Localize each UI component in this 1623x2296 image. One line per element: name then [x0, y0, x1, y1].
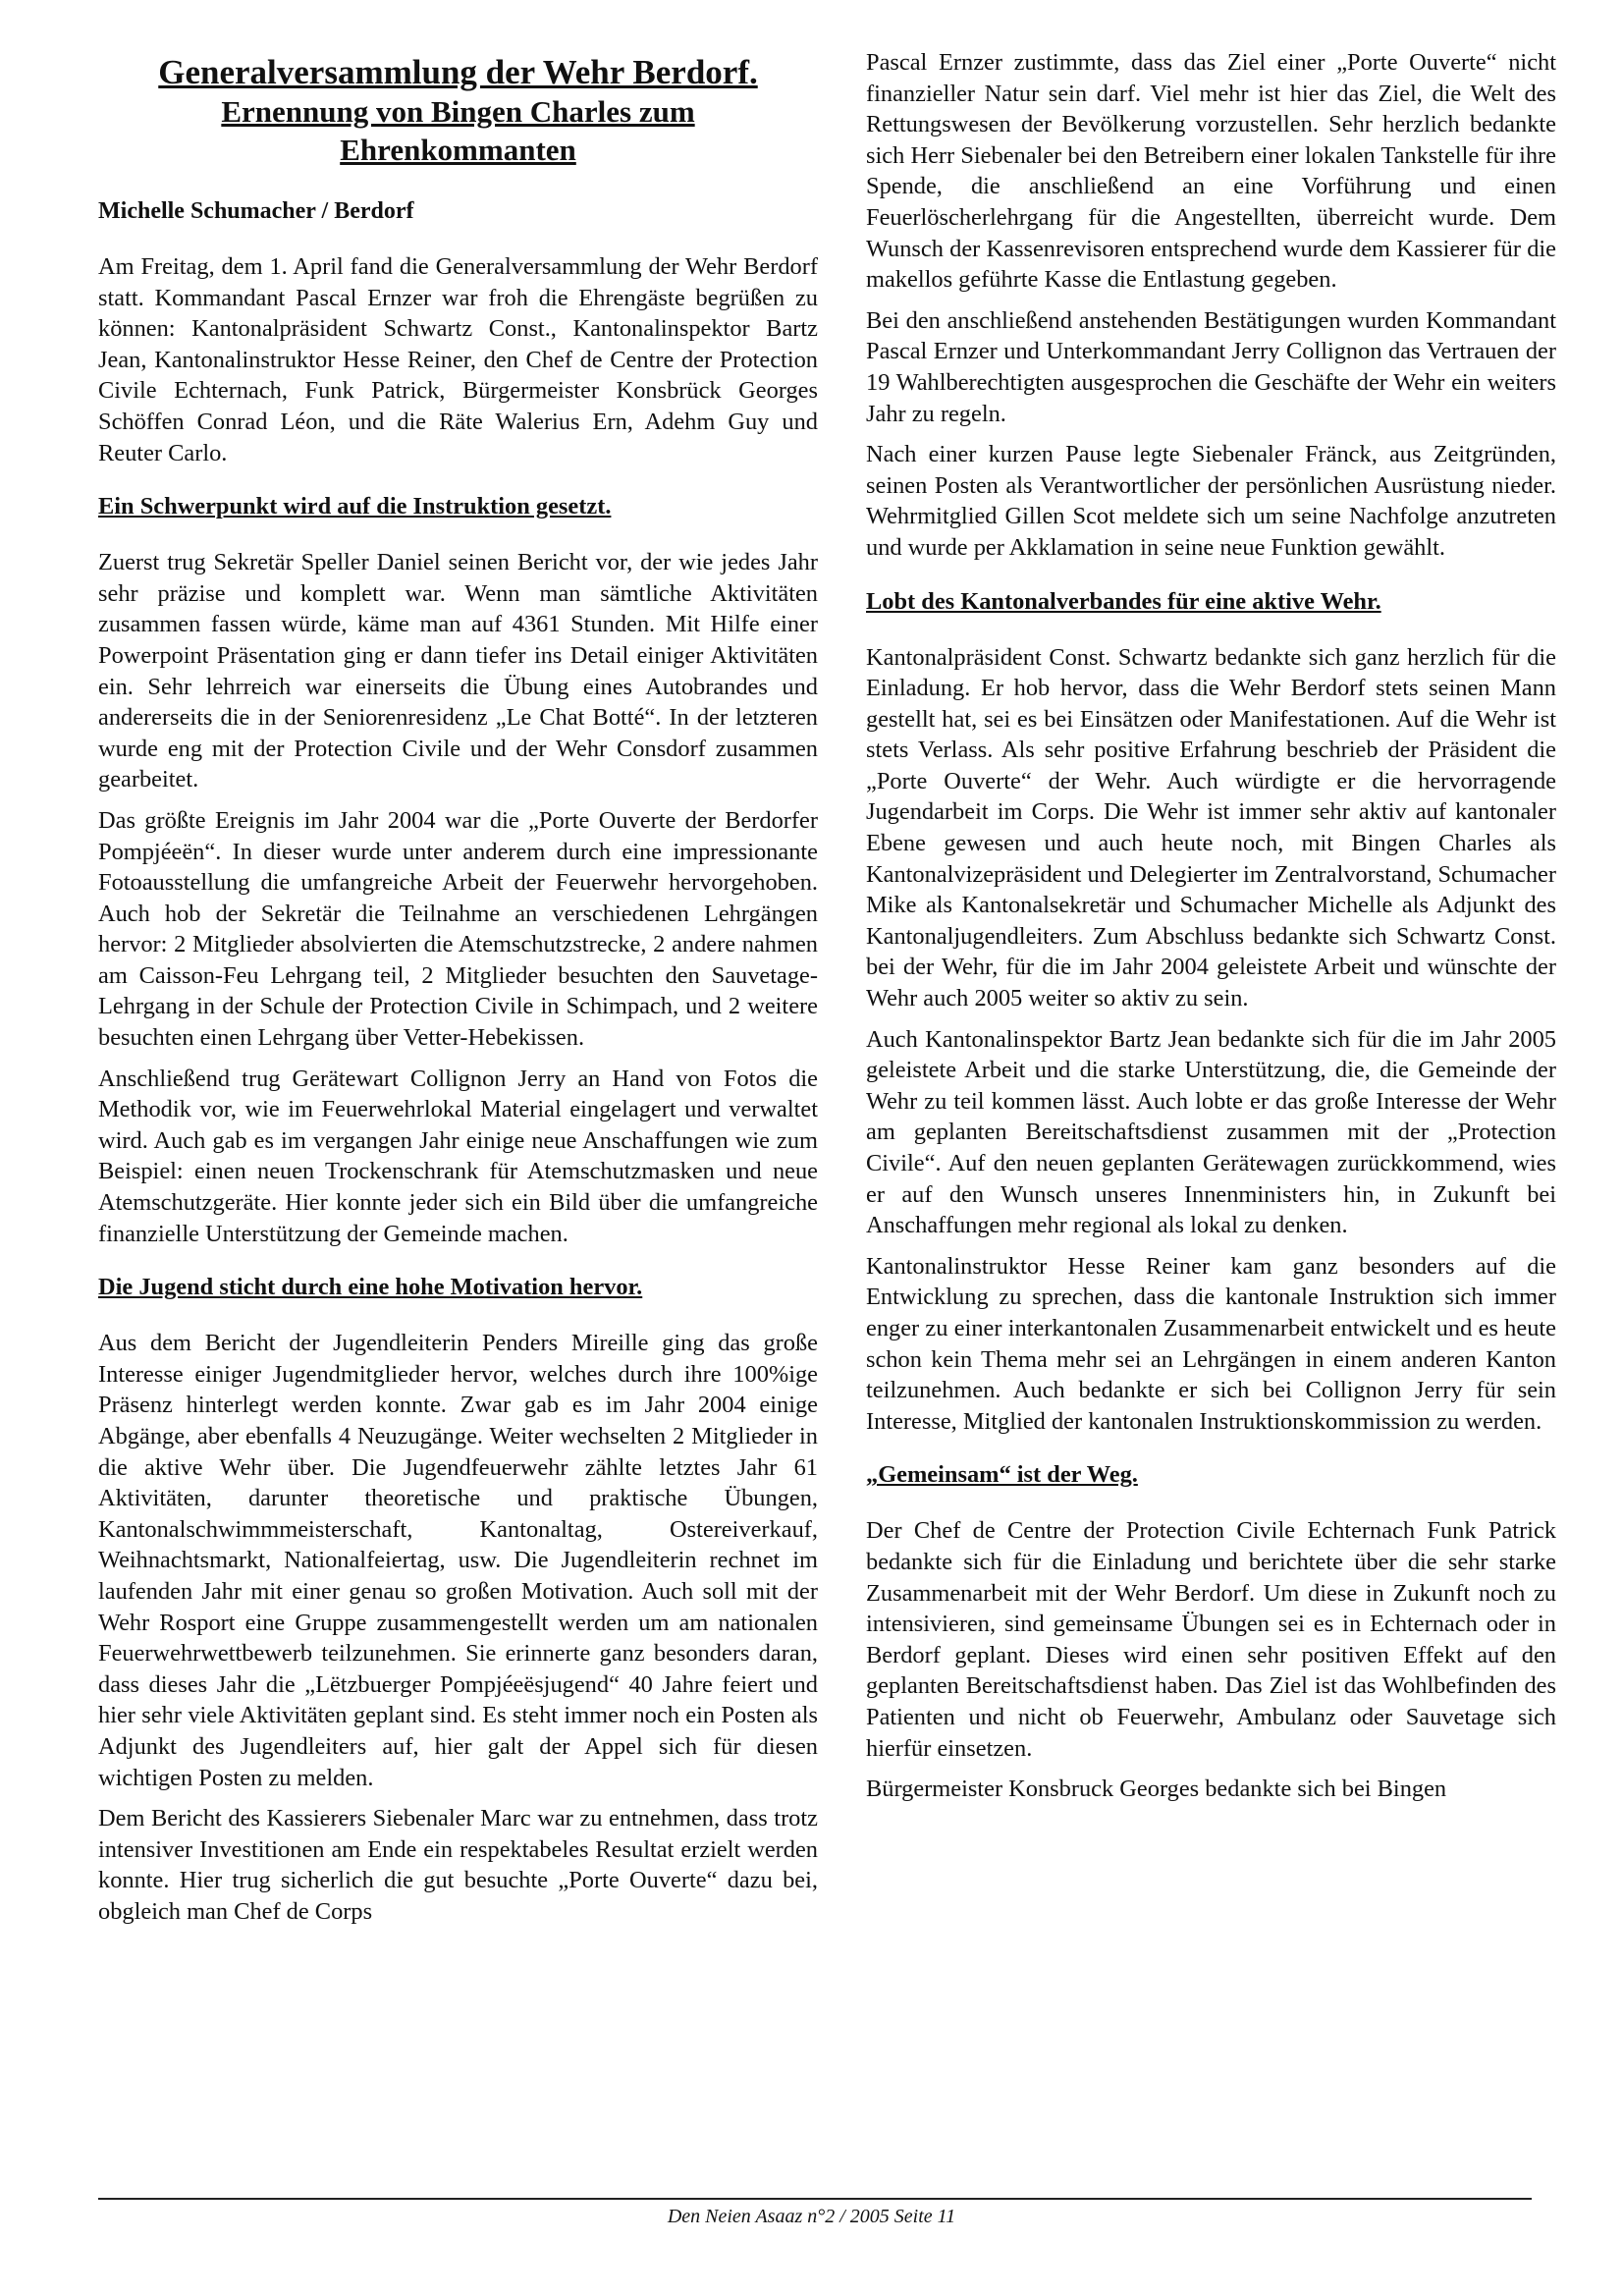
article-subtitle-line-2: Ehrenkommanten	[340, 133, 576, 167]
left-column	[98, 47, 818, 1928]
paragraph: Der Chef de Centre der Protection Civile Echternach Funk Patrick bedankte sich für die Einladung und berichtete über die sehr starke Zusammenarbeit mit der Wehr Berdorf. Um diese in Zukunft noch zu intensivieren, sind gemeinsame Übungen sei es in Echternach oder in Berdorf geplant. Dieses wird einen sehr positiven Effekt auf den geplanten Bereitschaftsdienst haben. Das Ziel ist das Wohlbefinden des Patienten und nicht ob Feuerwehr, Ambulanz oder Sauvetage sich hierfür einsetzen.	[866, 1517, 1556, 1762]
page-footer: Den Neien Asaaz n°2 / 2005 Seite 11	[667, 2206, 956, 2227]
article-subtitle-line-1: Ernennung von Bingen Charles zum	[221, 94, 695, 129]
paragraph: Am Freitag, dem 1. April fand die Generalversammlung der Wehr Berdorf statt. Kommandant Pascal Ernzer war froh die Ehrengäste begrüßen zu können: Kantonalpräsident Schwartz Const., Kantonalinspektor Bartz Jean, Kantonalinstruktor Hesse Reiner, den Chef de Centre der Protection Civile Echternach, Funk Patrick, Bürgermeister Konsbrück Georges Schöffen Conrad Léon, und die Räte Walerius Ern, Adehm Guy und Reuter Carlo.	[98, 253, 818, 466]
paragraph: Bei den anschließend anstehenden Bestätigungen wurden Kommandant Pascal Ernzer und Unterkommandant Jerry Collignon das Vertrauen der 19 Wahlberechtigten ausgesprochen die Geschäfte der Wehr ein weiters Jahr zu regeln.	[866, 306, 1556, 427]
paragraph: Anschließend trug Gerätewart Collignon Jerry an Hand von Fotos die Methodik vor, wie im Feuerwehrlokal Material eingelagert und verwaltet wird. Auch gab es im vergangen Jahr einige neue Anschaffungen wie zum Beispiel: einen neuen Trockenschrank für Atemschutzmasken und neue Atemschutzgeräte. Hier konnte jeder sich ein Bild über die umfangreiche finanzielle Unterstützung der Gemeinde machen.	[98, 1065, 818, 1247]
section-heading: Die Jugend sticht durch eine hohe Motivation hervor.	[98, 1274, 643, 1301]
paragraph: Dem Bericht des Kassierers Siebenaler Marc war zu entnehmen, dass trotz intensiver Investitionen am Ende ein respektabeles Resultat erzielt werden konnte. Hier trug sicherlich die gut besuchte „Porte Ouverte“ dazu bei, obgleich man Chef de Corps	[98, 1805, 818, 1925]
paragraph: Kantonalpräsident Const. Schwartz bedankte sich ganz herzlich für die Einladung. Er hob hervor, dass die Wehr Berdorf stets seinen Mann gestellt hat, sei es bei Einsätzen oder Manifestationen. Auf die Wehr ist stets Verlass. Als sehr positive Erfahrung beschrieb der Präsident die „Porte Ouverte“ der Wehr. Auch würdigte er die hervorragende Jugendarbeit im Corps. Die Wehr ist immer sehr aktiv auf kantonaler Ebene gewesen und auch heute noch, mit Bingen Charles als Kantonalvizepräsident und Delegierter im Zentralvorstand, Schumacher Mike als Kantonalsekretär und Schumacher Michelle als Adjunkt des Kantonaljugendleiters. Zum Abschluss bedankte sich Schwartz Const. bei der Wehr, für die im Jahr 2004 geleistete Arbeit und wünschte der Wehr auch 2005 weiter so aktiv zu sein.	[866, 643, 1557, 1012]
section-heading: „Gemeinsam“ ist der Weg.	[866, 1461, 1138, 1489]
footer-divider	[98, 2198, 1532, 2200]
paragraph: Kantonalinstruktor Hesse Reiner kam ganz besonders auf die Entwicklung zu sprechen, dass die kantonale Instruktion sich immer enger zu einer interkantonalen Zusammenarbeit entwickelt und es heute schon kein Thema mehr sei an Lehrgängen in einem anderen Kanton teilzunehmen. Auch bedankte er sich bei Collignon Jerry für sein Interesse, Mitglied der kantonalen Instruktionskommission zu werden.	[866, 1252, 1556, 1435]
paragraph: Auch Kantonalinspektor Bartz Jean bedankte sich für die im Jahr 2005 geleistete Arbeit und die starke Unterstützung, die, die Gemeinde der Wehr zu teil kommen lässt. Auch lobte er das große Interesse der Wehr am geplanten Bereitschaftsdienst zusammen mit der „Protection Civile“. Auf den neuen geplanten Gerätewagen zurückkommend, wies er auf den Wunsch unseres Innenministers hin, in Zukunft bei Anschaffungen mehr regional als lokal zu denken.	[866, 1025, 1556, 1239]
paragraph: Zuerst trug Sekretär Speller Daniel seinen Bericht vor, der wie jedes Jahr sehr präzise und komplett war. Wenn man sämtliche Aktivitäten zusammen fassen würde, käme man auf 4361 Stunden. Mit Hilfe einer Powerpoint Präsentation ging er dann tiefer ins Detail einiger Aktivitäten ein. Sehr lehrreich war einerseits die Übung eines Autobrandes und andererseits die in der Seniorenresidenz „Le Chat Botté“. In der letzteren wurde eng mit der Protection Civile und der Wehr Consdorf zusammen gearbeitet.	[98, 549, 818, 793]
section-heading: Lobt des Kantonalverbandes für eine aktive Wehr.	[866, 587, 1381, 615]
paragraph: Bürgermeister Konsbruck Georges bedankte sich bei Bingen	[866, 1776, 1447, 1803]
paragraph: Nach einer kurzen Pause legte Siebenaler Fränck, aus Zeitgründen, seinen Posten als Verantwortlicher der persönlichen Ausrüstung nieder. Wehrmitglied Gillen Scot meldete sich um seine Nachfolge anzutreten und wurde per Akklamation in seine neue Funktion gewählt.	[866, 441, 1556, 561]
article-author: Michelle Schumacher / Berdorf	[98, 198, 414, 224]
paragraph: Pascal Ernzer zustimmte, dass das Ziel einer „Porte Ouverte“ nicht finanzieller Natur sein darf. Viel mehr ist hier das Ziel, die Welt des Rettungswesen der Bevölkerung vorzustellen. Sehr herzlich bedankte sich Herr Siebenaler bei den Betreibern einer lokalen Tankstelle für ihre Spende, die anschließend an eine Vorführung und einen Feuerlöscherlehrgang für die Angestellten, überreicht wurde. Dem Wunsch der Kassenrevisoren entsprechend wurde dem Kassierer für die makellos geführte Kasse die Entlastung gegeben.	[866, 49, 1556, 294]
paragraph: Das größte Ereignis im Jahr 2004 war die „Porte Ouverte der Berdorfer Pompjéeën“. In dieser wurde unter anderem durch eine impressionante Fotoausstellung die umfangreiche Arbeit der Feuerwehr hervorgehoben. Auch hob der Sekretär die Teilnahme an verschiedenen Lehrgängen hervor: 2 Mitglieder absolvierten die Atemschutzstrecke, 2 andere nahmen am Caisson-Feu Lehrgang teil, 2 Mitglieder besuchten den Sauvetage-Lehrgang in der Schule der Protection Civile in Schimpach, und 2 weitere besuchten einen Lehrgang über Vetter-Hebekissen.	[98, 806, 818, 1052]
paragraph: Aus dem Bericht der Jugendleiterin Penders Mireille ging das große Interesse einiger Jugendmitglieder hervor, welches durch ihre 100%ige Präsenz hinterlegt werden konnte. Zwar gab es im Jahr 2004 einige Abgänge, aber ebenfalls 4 Neuzugänge. Weiter wechselten 2 Mitglieder in die aktive Wehr über. Die Jugendfeuerwehr zählte letztes Jahr 61 Aktivitäten, darunter theoretische und praktische Übungen, Kantonalschwimmmeisterschaft, Kantonaltag, Ostereiverkauf, Weihnachtsmarkt, Nationalfeiertag, usw. Die Jugendleiterin rechnet im laufenden Jahr mit einer genau so großen Motivation. Auch soll mit der Wehr Rosport eine Gruppe zusammengestellt werden um am nationalen Feuerwehrwettbewerb teilzunehmen. Sie erinnerte ganz besonders daran, dass dieses Jahr die „Lëtzbuerger Pompjéeësjugend“ 40 Jahre feiert und hier sehr viele Aktivitäten geplant sind. Es steht immer noch ein Posten als Adjunkt des Jugendleiters auf, hier galt der Appel sich für diesen wichtigen Posten zu melden.	[98, 1330, 818, 1791]
article-title: Generalversammlung der Wehr Berdorf.	[158, 53, 758, 91]
section-heading: Ein Schwerpunkt wird auf die Instruktion gesetzt.	[98, 493, 612, 520]
right-column	[866, 47, 1556, 1805]
